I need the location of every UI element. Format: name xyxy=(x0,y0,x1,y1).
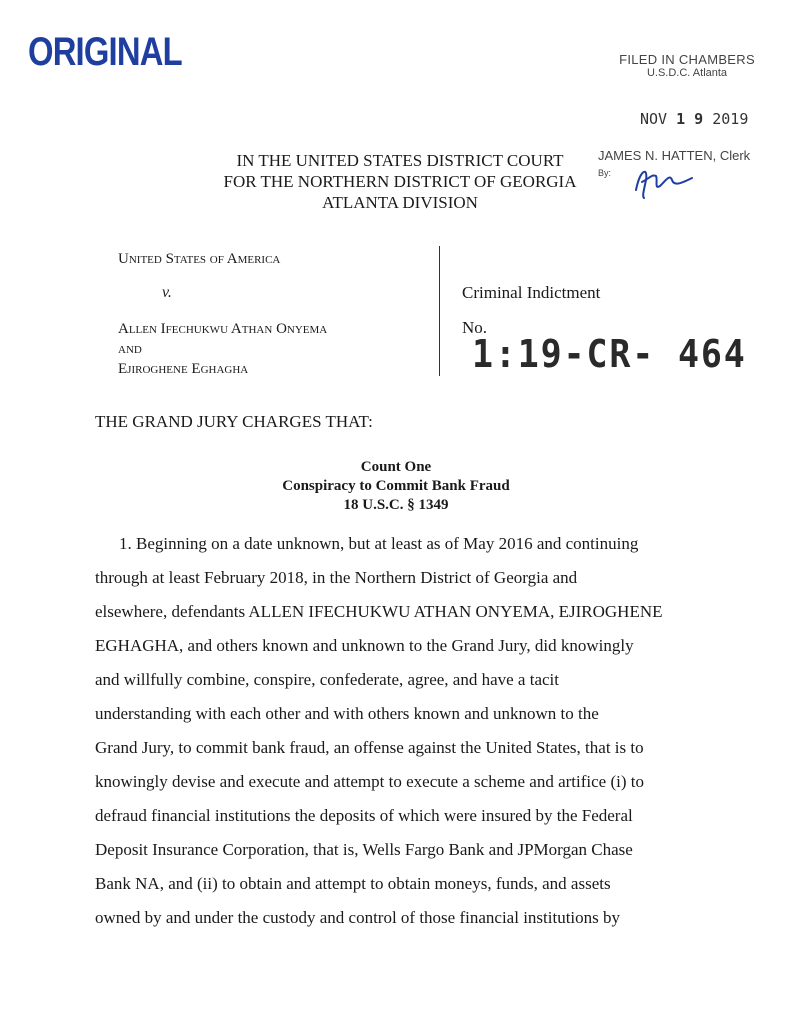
case-number-label: No. xyxy=(462,318,488,337)
paragraph-line: Grand Jury, to commit bank fraud, an offense against the United States, that is to xyxy=(95,738,644,757)
count-subtitle: Conspiracy to Commit Bank Fraud xyxy=(282,478,510,494)
paragraph-line: and willfully combine, conspire, confederate, agree, and have a tacit xyxy=(95,670,559,689)
paragraph-line: defraud financial institutions the deposits of which were insured by the Federal xyxy=(95,806,633,825)
document-type: Criminal Indictment xyxy=(462,283,601,302)
filed-date xyxy=(640,110,748,128)
paragraph-line: Bank NA, and (ii) to obtain and attempt to obtain moneys, funds, and assets xyxy=(95,874,611,893)
paragraph-line: through at least February 2018, in the Northern District of Georgia and xyxy=(95,568,578,587)
defendant-2: Ejiroghene Eghagha xyxy=(118,361,249,377)
versus-label: v. xyxy=(162,284,172,301)
paragraph-line: understanding with each other and with others known and unknown to the xyxy=(95,704,599,723)
count-heading xyxy=(196,458,596,515)
court-heading-line3: ATLANTA DIVISION xyxy=(322,193,478,212)
filed-date-month: NOV xyxy=(640,110,677,128)
paragraph-1 xyxy=(95,527,715,935)
paragraph-line: elsewhere, defendants ALLEN IFECHUKWU ATHAN ONYEMA, EJIROGHENE xyxy=(95,602,663,621)
original-stamp: ORIGINAL xyxy=(28,30,182,74)
paragraph-line: EGHAGHA, and others known and unknown to the Grand Jury, did knowingly xyxy=(95,636,634,655)
filed-stamp-line1: FILED IN CHAMBERS xyxy=(619,52,755,67)
count-statute: 18 U.S.C. § 1349 xyxy=(343,497,449,513)
defendant-1: Allen Ifechukwu Athan Onyema xyxy=(118,321,328,337)
filed-date-year: 2019 xyxy=(703,110,749,128)
filed-stamp-line2: U.S.D.C. Atlanta xyxy=(646,67,728,79)
paragraph-line: owned by and under the custody and control of those financial institutions by xyxy=(95,908,621,927)
court-heading xyxy=(150,150,650,213)
clerk-name: JAMES N. HATTEN, Clerk xyxy=(598,148,751,163)
paragraph-line: 1. Beginning on a date unknown, but at least as of May 2016 and continuing xyxy=(119,534,639,553)
plaintiff-name: United States of America xyxy=(118,251,281,267)
filed-in-chambers-stamp xyxy=(612,52,762,79)
by-label: By: xyxy=(598,168,612,178)
case-number: 1:19-CR- 464 xyxy=(472,332,747,376)
paragraph-line: Deposit Insurance Corporation, that is, Wells Fargo Bank and JPMorgan Chase xyxy=(95,840,633,859)
filed-date-day: 1 9 xyxy=(676,110,704,128)
defendant-conjunction: and xyxy=(118,341,142,357)
court-heading-line2: FOR THE NORTHERN DISTRICT OF GEORGIA xyxy=(223,172,577,191)
court-heading-line1: IN THE UNITED STATES DISTRICT COURT xyxy=(236,151,564,170)
defendants-block xyxy=(118,319,327,379)
paragraph-line: knowingly devise and execute and attempt to execute a scheme and artifice (i) to xyxy=(95,772,644,791)
grand-jury-charges: THE GRAND JURY CHARGES THAT: xyxy=(95,412,373,431)
count-title: Count One xyxy=(360,459,432,475)
caption-divider xyxy=(439,246,440,376)
